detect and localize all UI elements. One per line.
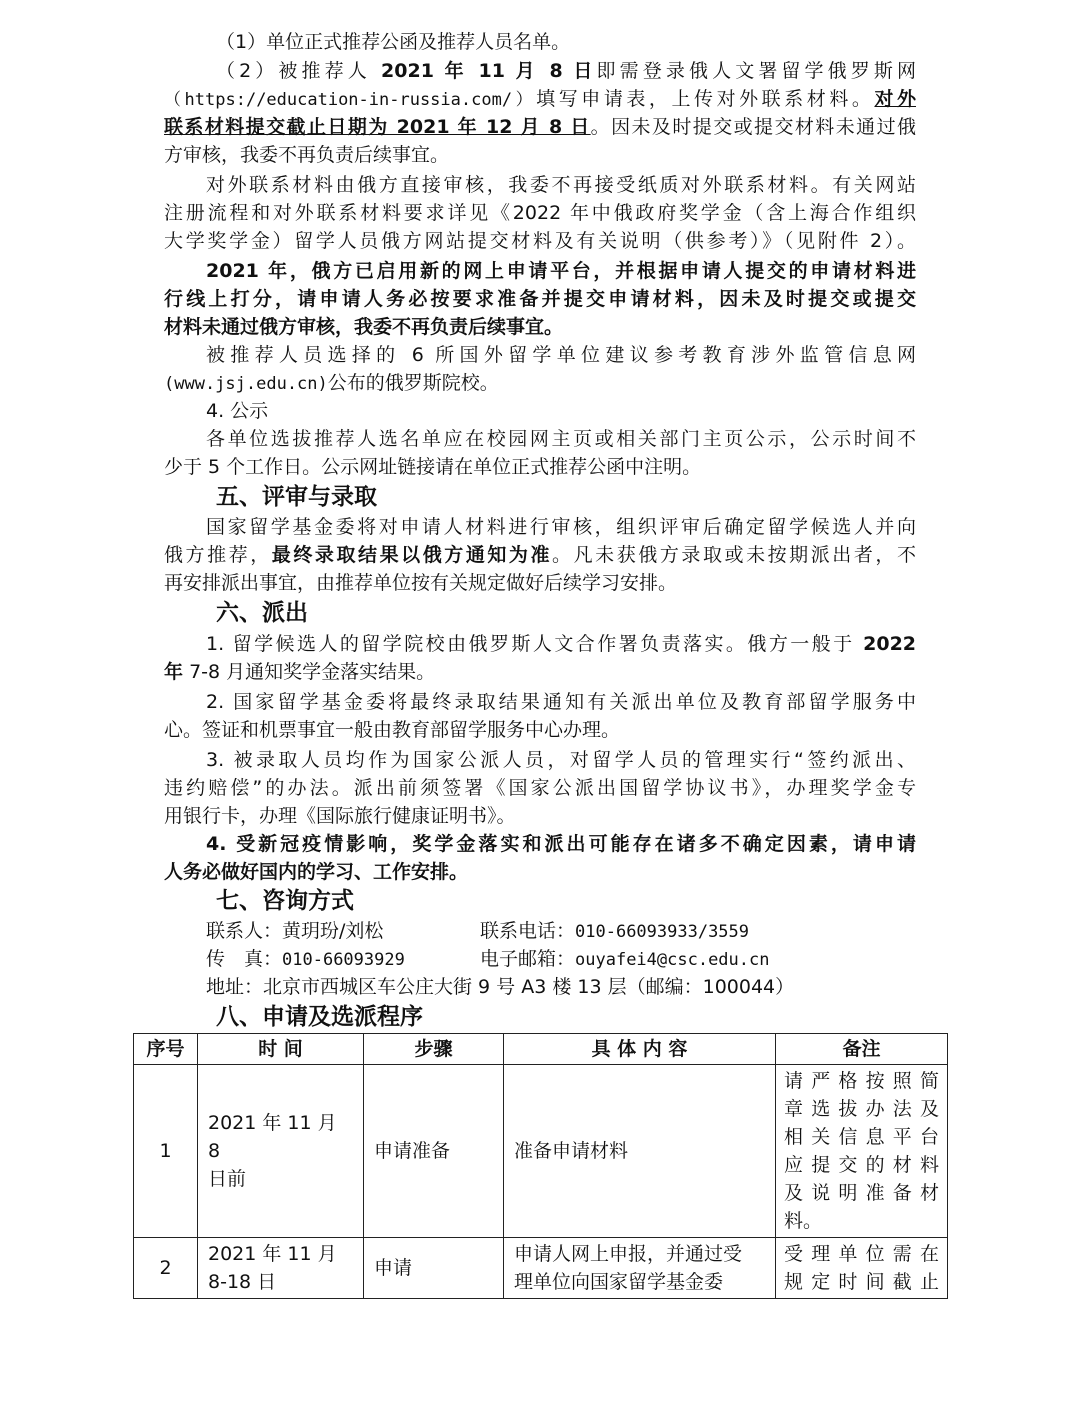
email-label: 电子邮箱： [480,948,576,970]
paragraph-line: 用银行卡，办理《国际旅行健康证明书》。 [164,805,516,827]
paragraph-line: 联系材料提交截止日期为 2021 年 12 月 8 日。因未及时提交或提交材料未通过俄 [164,116,916,138]
paragraph-line: 心。签证和机票事宜一般由教育部留学服务中心办理。 [164,719,621,741]
procedure-table [133,1033,948,1299]
contact-row [206,917,916,945]
phone-label: 联系电话： [480,920,576,942]
cell-content: 准备申请材料 [504,1065,776,1238]
paragraph-line: 3. 被录取人员均作为国家公派人员，对留学人员的管理实行“签约派出、 [206,749,916,771]
cell-step: 申请准备 [364,1065,504,1238]
cell-content: 申请人网上申报，并通过受 理单位向国家留学基金委 [504,1238,776,1299]
paragraph-line: （1）单位正式推荐公函及推荐人员名单。 [216,31,571,53]
table-row [134,1238,948,1299]
header-cell: 时 间 [198,1034,364,1065]
paragraph-line: （https://education-in-russia.com/）填写申请表，上传对外联系材料。对外 [164,88,916,110]
deadline-text: 联系材料提交截止日期为 2021 年 12 月 8 日 [164,116,591,138]
paragraph-line: 再安排派出事宜，由推荐单位按有关规定做好后续学习安排。 [164,572,678,594]
address-label: 地址： [206,976,264,998]
paragraph-line: 1. 留学候选人的留学院校由俄罗斯人文合作署负责落实。俄方一般于 2022 [206,633,916,655]
paragraph-line: (www.jsj.edu.cn)公布的俄罗斯院校。 [164,372,499,394]
header-cell: 序号 [134,1034,198,1065]
paragraph-line: 被推荐人员选择的 6 所国外留学单位建议参考教育涉外监管信息网 [206,344,916,366]
contact-value: 黄玥玢/刘松 [282,920,384,942]
website-url: （https://education-in-russia.com/） [164,90,537,110]
address-value: 北京市西城区车公庄大街 9 号 A3 楼 13 层（邮编：100044） [263,976,795,998]
fax-value: 010-66093929 [282,950,405,970]
notice-line: 4. 受新冠疫情影响，奖学金落实和派出可能存在诸多不确定因素，请申请 [206,833,916,855]
paragraph-line: 年 7-8 月通知奖学金落实结果。 [164,661,436,683]
cell-note: 请严格按照简 章选拔办法及 相关信息平台 应提交的材料 及说明准备材 料。 [776,1065,948,1238]
section-heading: 八、申请及选派程序 [216,1004,423,1030]
header-cell: 步骤 [364,1034,504,1065]
section-heading: 六、派出 [216,600,308,626]
cell-time: 2021 年 11 月 8-18 日 [198,1238,364,1299]
header-cell: 具 体 内 容 [504,1034,776,1065]
table-header-row [134,1034,948,1065]
paragraph-line: 方审核，我委不再负责后续事宜。 [164,144,450,166]
contact-row [206,945,916,973]
cell-number: 2 [134,1238,198,1299]
subsection-title: 4. 公示 [206,400,269,422]
cell-time: 2021 年 11 月 8 日前 [198,1065,364,1238]
header-cell: 备注 [776,1034,948,1065]
paragraph-line: 对外联系材料由俄方直接审核，我委不再接受纸质对外联系材料。有关网站 [206,174,916,196]
paragraph-line: 大学奖学金）留学人员俄方网站提交材料及有关说明（供参考）》（见附件 2）。 [164,230,916,252]
paragraph-line: 2. 国家留学基金委将最终录取结果通知有关派出单位及教育部留学服务中 [206,691,916,713]
paragraph-line: 各单位选拔推荐人选名单应在校园网主页或相关部门主页公示，公示时间不 [206,428,916,450]
fax-label: 传 真： [206,948,283,970]
cell-note: 受理单位需在 规定时间截止 [776,1238,948,1299]
website-url: (www.jsj.edu.cn) [164,374,328,394]
notice-line: 2021 年，俄方已启用新的网上申请平台，并根据申请人提交的申请材料进 [206,260,916,282]
notice-line: 材料未通过俄方审核，我委不再负责后续事宜。 [164,316,564,338]
section-heading: 七、咨询方式 [216,888,354,914]
section-heading: 五、评审与录取 [216,484,377,510]
notice-line: 行线上打分，请申请人务必按要求准备并提交申请材料，因未及时提交或提交 [164,288,916,310]
paragraph-line: 国家留学基金委将对申请人材料进行审核，组织评审后确定留学候选人并向 [206,516,916,538]
phone-value: 010-66093933/3559 [575,922,750,942]
cell-step: 申请 [364,1238,504,1299]
notice-line: 人务必做好国内的学习、工作安排。 [164,861,469,883]
contact-label: 联系人： [206,920,283,942]
cell-number: 1 [134,1065,198,1238]
paragraph-line: 少于 5 个工作日。公示网址链接请在单位正式推荐公函中注明。 [164,456,702,478]
paragraph-line: 违约赔偿”的办法。派出前须签署《国家公派出国留学协议书》，办理奖学金专 [164,777,916,799]
paragraph-line: 注册流程和对外联系材料要求详见《2022 年中俄政府奖学金（含上海合作组织 [164,202,916,224]
table-row [134,1065,948,1238]
contact-row [206,973,916,1001]
email-value[interactable]: ouyafei4@csc.edu.cn [575,950,770,970]
paragraph-line: （2）被推荐人 2021 年 11 月 8 日即需登录俄人文署留学俄罗斯网 [216,60,916,82]
paragraph-line: 俄方推荐，最终录取结果以俄方通知为准。凡未获俄方录取或未按期派出者，不 [164,544,916,566]
